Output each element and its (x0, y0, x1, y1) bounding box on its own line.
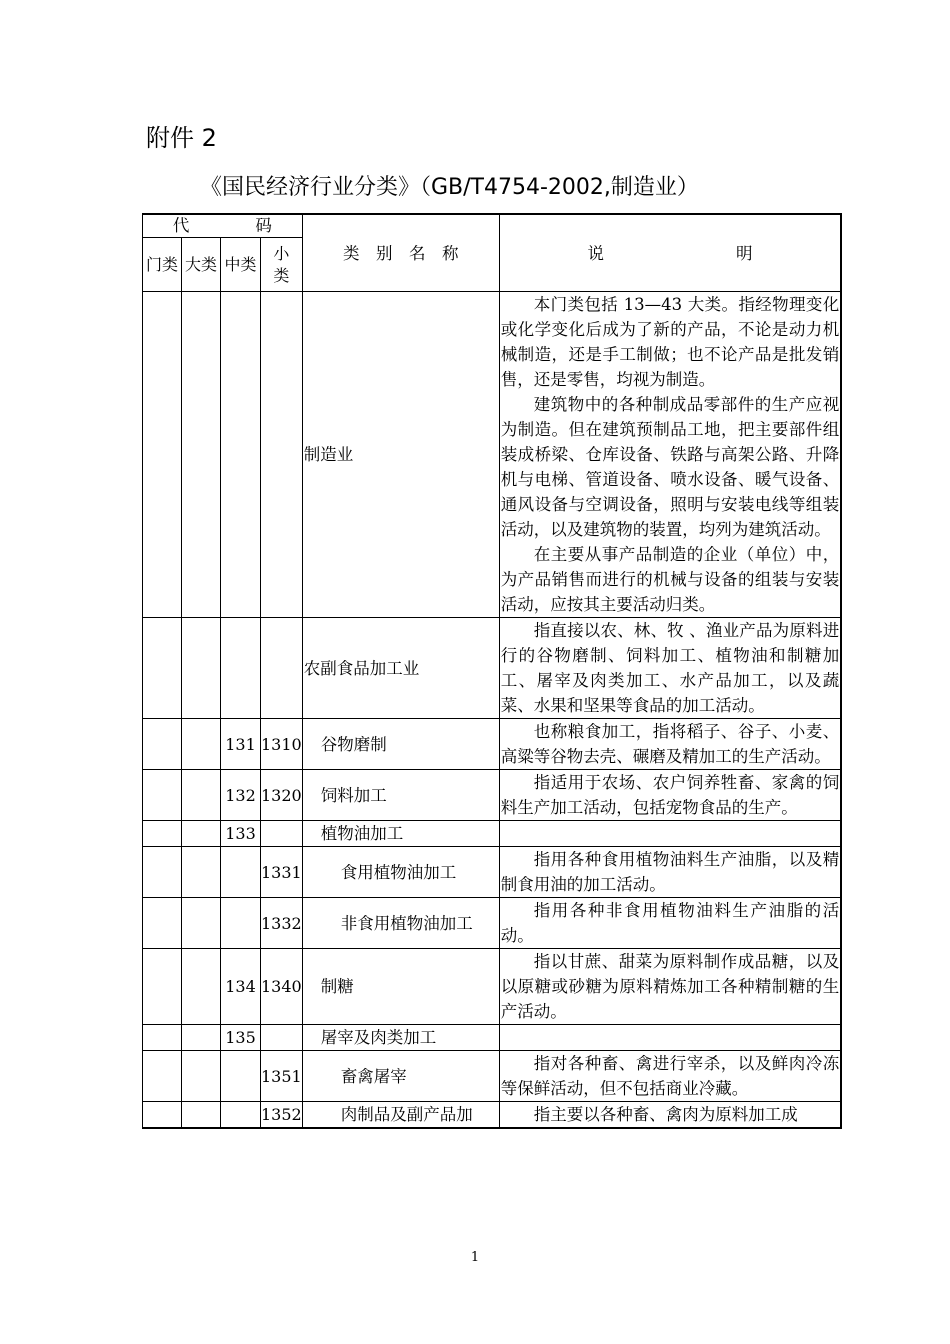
medium-code (221, 1102, 261, 1129)
header-category-name: 类 别 名 称 (302, 214, 499, 292)
attachment-label: 附件 2 (146, 124, 217, 152)
door-code (143, 949, 182, 1025)
description-paragraph: 指用各种非食用植物油料生产油脂的活动。 (500, 901, 840, 945)
category-description (499, 618, 841, 719)
door-code (143, 618, 182, 719)
category-name: 肉制品及副产品加 (302, 1102, 499, 1129)
medium-code (221, 898, 261, 949)
category-name: 饲料加工 (302, 770, 499, 821)
category-name: 畜禽屠宰 (302, 1051, 499, 1102)
table-row (143, 898, 842, 949)
major-code (182, 1025, 221, 1051)
description-paragraph: 建筑物中的各种制成品零部件的生产应视为制造。但在建筑预制品工地，把主要部件组装成桥梁、仓库设备、铁路与高架公路、升降机与电梯、管道设备、喷水设备、暖气设备、通风设备与空调设备，照明与安装电线等组装活动，以及建筑物的装置，均列为建筑活动。 (500, 395, 840, 539)
minor-code: 1351 (261, 1051, 303, 1102)
description-paragraph: 指以甘蔗、甜菜为原料制作成品糖，以及以原糖或砂糖为原料精炼加工各种精制糖的生产活动。 (500, 952, 840, 1021)
category-name: 谷物磨制 (302, 719, 499, 770)
description-paragraph: 本门类包括 13—43 大类。指经物理变化或化学变化后成为了新的产品，不论是动力机械制造，还是手工制做；也不论产品是批发销售，还是零售，均视为制造。 (500, 295, 840, 389)
major-code (182, 1102, 221, 1129)
medium-code: 132 (221, 770, 261, 821)
table-row (143, 847, 842, 898)
category-description (499, 821, 841, 847)
category-name: 非食用植物油加工 (302, 898, 499, 949)
table-row (143, 1051, 842, 1102)
medium-code (221, 618, 261, 719)
category-description (499, 1051, 841, 1102)
table-row (143, 719, 842, 770)
category-name: 农副食品加工业 (302, 618, 499, 719)
category-description (499, 1025, 841, 1051)
major-code (182, 770, 221, 821)
major-code (182, 292, 221, 618)
description-paragraph: 指主要以各种畜、禽肉为原料加工成 (533, 1105, 798, 1124)
category-description (499, 1102, 841, 1129)
door-code (143, 847, 182, 898)
major-code (182, 618, 221, 719)
category-description (499, 719, 841, 770)
header-door: 门类 (143, 238, 182, 292)
major-code (182, 821, 221, 847)
header-major: 大类 (182, 238, 221, 292)
minor-code (261, 292, 303, 618)
minor-code: 1332 (261, 898, 303, 949)
door-code (143, 898, 182, 949)
description-paragraph: 指适用于农场、农户饲养牲畜、家禽的饲料生产加工活动，包括宠物食品的生产。 (500, 773, 840, 817)
category-description (499, 292, 841, 618)
category-name: 制糖 (302, 949, 499, 1025)
page-number: 1 (470, 1250, 480, 1265)
table-row (143, 1102, 842, 1129)
minor-code: 1320 (261, 770, 303, 821)
category-name: 屠宰及肉类加工 (302, 1025, 499, 1051)
document-title: 《国民经济行业分类》（GB/T4754-2002,制造业） (200, 175, 699, 200)
header-description: 说 明 (499, 214, 841, 292)
description-paragraph: 指对各种畜、禽进行宰杀，以及鲜肉冷冻等保鲜活动，但不包括商业冷藏。 (500, 1054, 840, 1098)
minor-code: 1331 (261, 847, 303, 898)
description-paragraph: 指用各种食用植物油料生产油脂，以及精制食用油的加工活动。 (500, 850, 840, 894)
door-code (143, 1102, 182, 1129)
major-code (182, 1051, 221, 1102)
major-code (182, 719, 221, 770)
description-paragraph: 也称粮食加工，指将稻子、谷子、小麦、高粱等谷物去壳、碾磨及精加工的生产活动。 (500, 722, 840, 766)
medium-code: 135 (221, 1025, 261, 1051)
minor-code (261, 821, 303, 847)
category-description (499, 949, 841, 1025)
category-name: 制造业 (302, 292, 499, 618)
header-medium: 中类 (221, 238, 261, 292)
door-code (143, 821, 182, 847)
description-paragraph: 在主要从事产品制造的企业（单位）中，为产品销售而进行的机械与设备的组装与安装活动，应按其主要活动归类。 (500, 545, 840, 614)
category-description (499, 898, 841, 949)
minor-code (261, 618, 303, 719)
door-code (143, 770, 182, 821)
door-code (143, 1051, 182, 1102)
medium-code (221, 847, 261, 898)
category-name: 食用植物油加工 (302, 847, 499, 898)
category-description (499, 847, 841, 898)
category-description (499, 770, 841, 821)
header-minor: 小类 (261, 238, 303, 292)
table-row (143, 292, 842, 618)
minor-code: 1352 (261, 1102, 303, 1129)
description-paragraph: 指直接以农、林、牧 、渔业产品为原料进行的谷物磨制、饲料加工、植物油和制糖加工、屠宰及肉类加工、水产品加工，以及蔬菜、水果和坚果等食品的加工活动。 (500, 621, 840, 715)
minor-code: 1340 (261, 949, 303, 1025)
door-code (143, 719, 182, 770)
category-name: 植物油加工 (302, 821, 499, 847)
industry-classification-table (142, 213, 842, 1129)
table-row (143, 618, 842, 719)
major-code (182, 898, 221, 949)
header-code: 代 码 (143, 214, 303, 238)
medium-code (221, 292, 261, 618)
major-code (182, 949, 221, 1025)
door-code (143, 1025, 182, 1051)
minor-code (261, 1025, 303, 1051)
minor-code: 1310 (261, 719, 303, 770)
table-row (143, 1025, 842, 1051)
door-code (143, 292, 182, 618)
medium-code: 133 (221, 821, 261, 847)
medium-code: 134 (221, 949, 261, 1025)
table-row (143, 949, 842, 1025)
table-row (143, 821, 842, 847)
medium-code (221, 1051, 261, 1102)
major-code (182, 847, 221, 898)
medium-code: 131 (221, 719, 261, 770)
table-row (143, 770, 842, 821)
